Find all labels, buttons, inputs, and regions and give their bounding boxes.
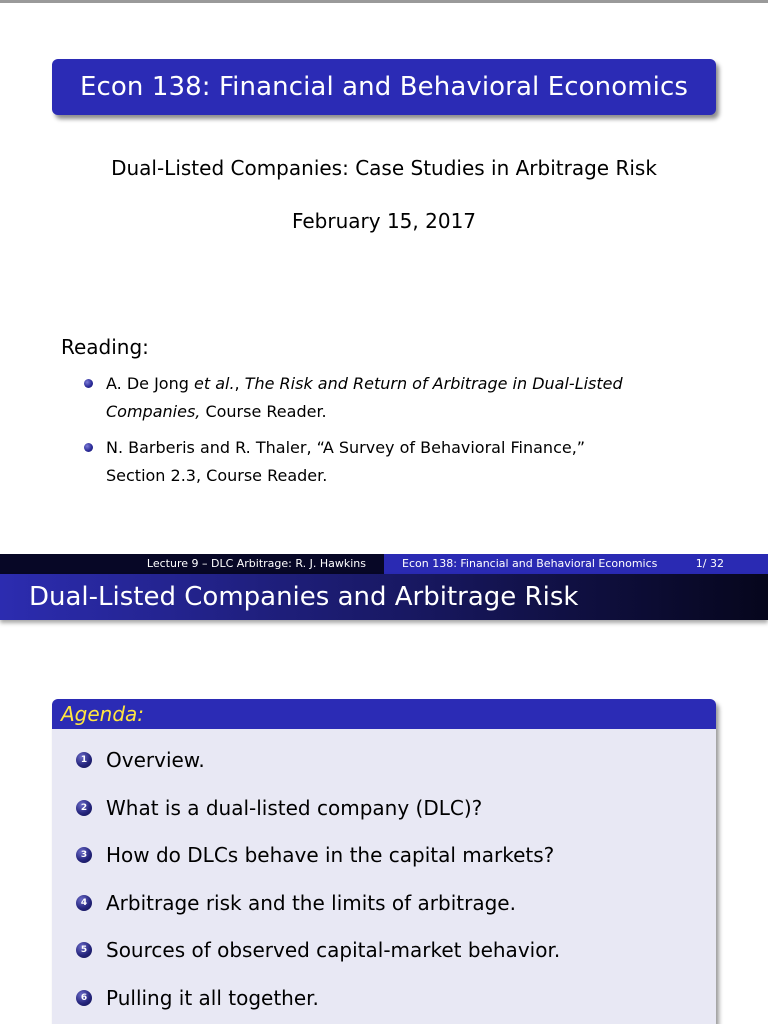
footer-course-block	[384, 554, 768, 574]
agenda-item	[76, 793, 560, 841]
agenda-item	[76, 983, 560, 1024]
number-ball-icon: 6	[76, 990, 92, 1006]
slide1-date: February 15, 2017	[291, 209, 477, 233]
agenda-item	[76, 745, 560, 793]
reading-source: Course Reader.	[200, 402, 327, 421]
agenda-item-label: How do DLCs behave in the capital markets?	[106, 843, 555, 868]
number-ball-icon: 5	[76, 942, 92, 958]
agenda-item	[76, 935, 560, 983]
number-ball-icon: 2	[76, 800, 92, 816]
footer-lecture: Lecture 9 – DLC Arbitrage: R. J. Hawkins	[0, 554, 384, 574]
slide1-subtitle: Dual-Listed Companies: Case Studies in Arbitrage Risk	[111, 156, 657, 180]
reading-citation: N. Barberis and R. Thaler, “A Survey of Behavioral Finance,”	[106, 438, 586, 457]
footer-course: Econ 138: Financial and Behavioral Economics	[402, 557, 658, 570]
reading-separator: ,	[234, 374, 245, 393]
agenda-item-label: Sources of observed capital-market behavior.	[106, 938, 561, 963]
reading-item	[84, 434, 704, 490]
slide1-title: Econ 138: Financial and Behavioral Economics	[52, 59, 716, 115]
number-ball-icon: 3	[76, 847, 92, 863]
reading-list	[84, 370, 704, 498]
reading-etal: et al.	[193, 374, 235, 393]
agenda-block	[52, 699, 716, 1024]
agenda-item	[76, 840, 560, 888]
agenda-header: Agenda:	[52, 699, 716, 729]
page-top-edge	[0, 0, 768, 3]
reading-item	[84, 370, 704, 426]
slide-footer	[0, 554, 768, 574]
agenda-list	[76, 745, 560, 1024]
agenda-item-label: What is a dual-listed company (DLC)?	[106, 795, 483, 820]
agenda-item-label: Arbitrage risk and the limits of arbitrage.	[106, 890, 516, 915]
reading-citation-source: Section 2.3, Course Reader.	[106, 466, 328, 485]
reading-label: Reading:	[61, 335, 149, 359]
reading-title: The Risk and Return of Arbitrage in Dual-Listed Companies,	[106, 374, 623, 421]
bullet-icon	[84, 379, 93, 388]
number-ball-icon: 1	[76, 752, 92, 768]
reading-author: A. De Jong	[106, 374, 194, 393]
bullet-icon	[84, 443, 93, 452]
agenda-item-label: Overview.	[106, 748, 205, 772]
slide2-title: Dual-Listed Companies and Arbitrage Risk	[0, 574, 768, 620]
agenda-item-label: Pulling it all together.	[106, 985, 319, 1010]
agenda-item	[76, 888, 560, 936]
footer-page-number: 1/ 32	[695, 557, 724, 570]
number-ball-icon: 4	[76, 895, 92, 911]
